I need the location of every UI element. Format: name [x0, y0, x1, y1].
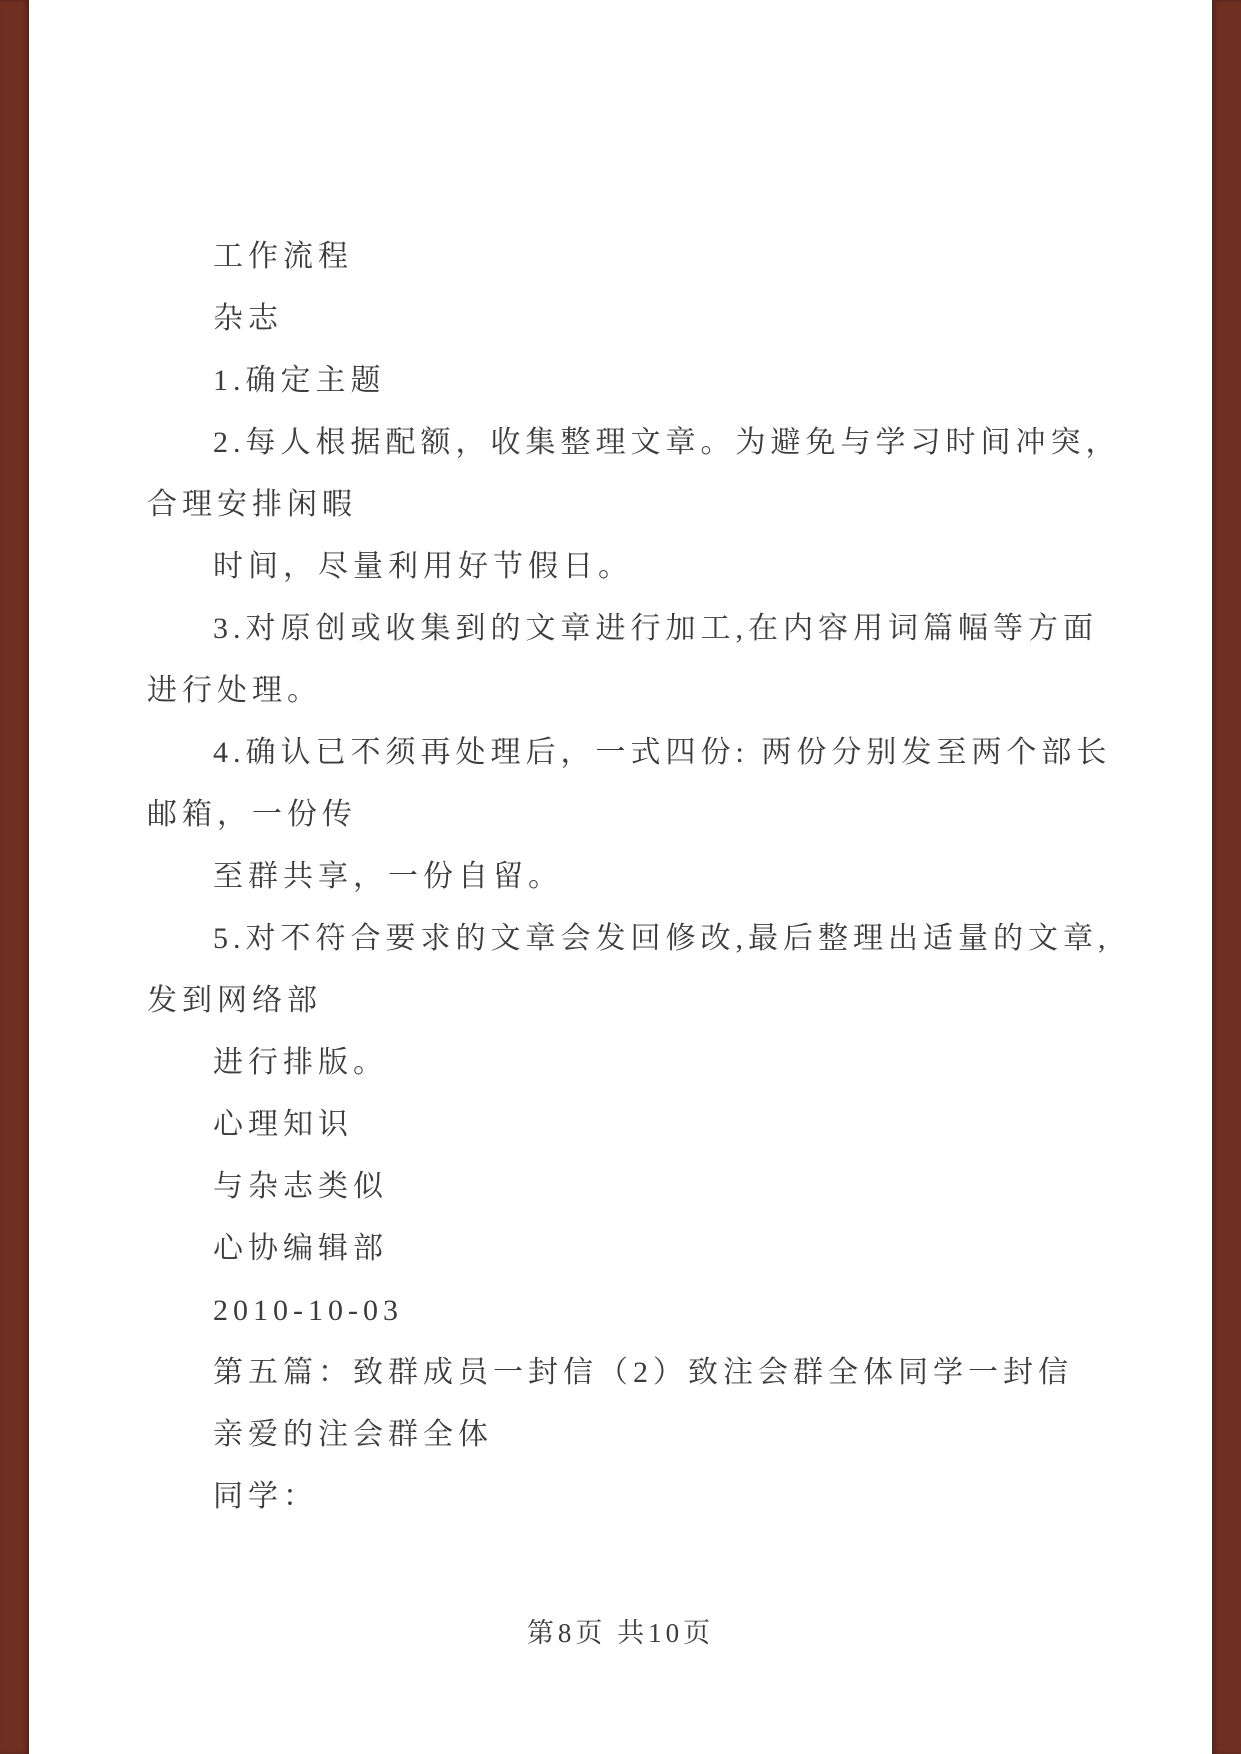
- document-line: 与杂志类似: [213, 1170, 388, 1203]
- document-line: 时间，尽量利用好节假日。: [213, 550, 633, 583]
- document-line: 2010-10-03: [213, 1294, 403, 1327]
- document-line: 第五篇：致群成员一封信（2）致注会群全体同学一封信: [213, 1356, 1073, 1389]
- page-number-footer: 第8页 共10页: [526, 1618, 715, 1648]
- document-line: 同学：: [213, 1480, 318, 1513]
- document-line: 1.确定主题: [213, 364, 386, 397]
- document-line: 进行排版。: [213, 1046, 388, 1079]
- document-line: 心理知识: [213, 1108, 353, 1141]
- document-text-block: [147, 226, 1127, 1528]
- document-line: 2.每人根据配额，收集整理文章。为避免与学习时间冲突，: [213, 426, 1121, 459]
- document-line: 5.对不符合要求的文章会发回修改,最后整理出适量的文章,: [213, 922, 1111, 955]
- right-page-border: [1212, 0, 1241, 1754]
- document-line: 心协编辑部: [213, 1232, 388, 1265]
- document-line: 合理安排闲暇: [147, 488, 357, 521]
- document-line: 工作流程: [213, 240, 353, 273]
- document-line: 杂志: [213, 302, 283, 335]
- document-line: 发到网络部: [147, 984, 322, 1017]
- document-line: 至群共享，一份自留。: [213, 860, 563, 893]
- left-page-border: [0, 0, 29, 1754]
- document-line: 亲爱的注会群全体: [213, 1418, 493, 1451]
- document-line: 进行处理。: [147, 674, 322, 707]
- document-line: 4.确认已不须再处理后，一式四份: 两份分别发至两个部长: [213, 736, 1112, 769]
- document-line: 邮箱，一份传: [147, 798, 357, 831]
- document-line: 3.对原创或收集到的文章进行加工,在内容用词篇幅等方面: [213, 612, 1098, 645]
